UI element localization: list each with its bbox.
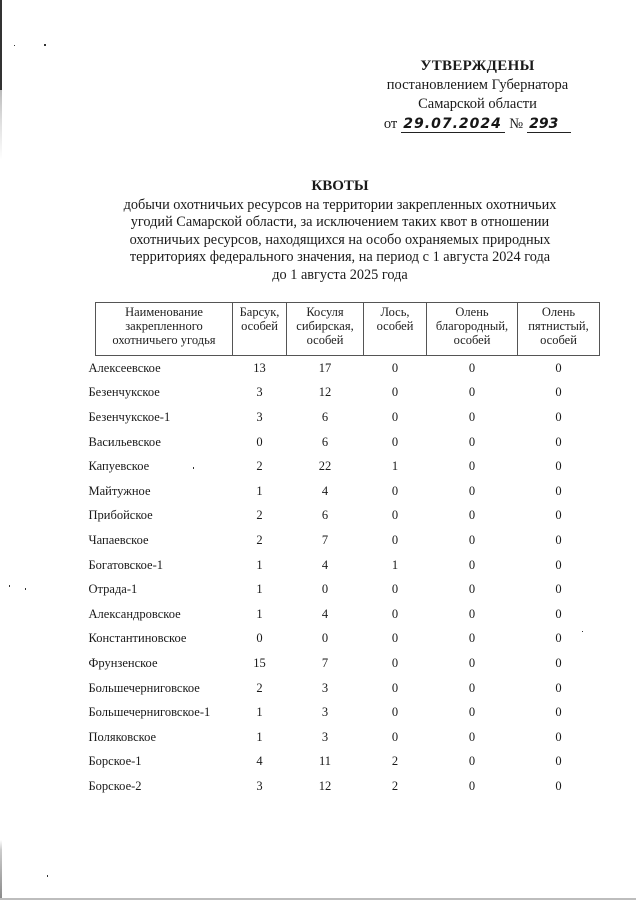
cell-hunting-ground [88, 479, 233, 504]
cell-hunting-ground [88, 528, 233, 553]
cell-roe-deer: 17 [318, 360, 332, 375]
header-roe-deer: Косуля сибирская, особей [287, 303, 364, 356]
scan-speck [25, 588, 26, 590]
cell-hunting-ground [88, 454, 233, 479]
cell-hunting-ground [88, 651, 233, 676]
hunting-ground-name: Поляковское [88, 729, 157, 744]
cell-hunting-ground [88, 356, 233, 381]
hunting-ground-name: Александровское [88, 606, 181, 621]
quota-table [88, 302, 600, 799]
hunting-ground-name: Борское-2 [88, 778, 142, 793]
cell-moose: 0 [391, 680, 399, 695]
cell-red-deer: 0 [468, 631, 476, 646]
hunting-ground-name: Майтужное [88, 483, 151, 498]
approval-line-1: постановлением Губернатора [386, 77, 569, 93]
cell-red-deer: 0 [468, 606, 476, 621]
cell-roe-deer: 11 [318, 754, 332, 769]
number-prefix: № [509, 116, 524, 132]
approval-line-2: Самарской области [418, 96, 537, 112]
header-red-deer: Олень благородный, особей [427, 303, 518, 356]
cell-red-deer: 0 [468, 680, 476, 695]
cell-badger: 1 [256, 582, 263, 597]
cell-badger: 3 [256, 385, 263, 400]
table-row [96, 528, 600, 553]
hunting-ground-name: Константиновское [88, 631, 187, 646]
cell-sika-deer: 0 [555, 532, 562, 547]
cell-moose: 0 [391, 532, 399, 547]
cell-red-deer: 0 [468, 557, 476, 572]
cell-hunting-ground [88, 627, 233, 652]
cell-hunting-ground [88, 774, 233, 799]
cell-badger: 1 [256, 705, 263, 720]
cell-hunting-ground [88, 700, 233, 725]
cell-moose: 0 [391, 631, 399, 646]
cell-badger: 2 [256, 532, 263, 547]
hunting-ground-name: Прибойское [88, 508, 153, 523]
cell-roe-deer: 4 [321, 483, 329, 498]
cell-badger: 15 [253, 655, 266, 670]
cell-roe-deer: 12 [318, 385, 332, 400]
scan-speck [582, 631, 583, 632]
cell-roe-deer: 6 [321, 508, 329, 523]
table-row [96, 381, 600, 406]
cell-badger: 2 [256, 680, 263, 695]
scan-speck [44, 44, 46, 46]
cell-sika-deer: 0 [555, 385, 562, 400]
cell-moose: 2 [391, 778, 399, 793]
cell-sika-deer: 0 [555, 680, 562, 695]
hunting-ground-name: Большечерниговское [88, 680, 200, 695]
table-row [96, 676, 600, 701]
cell-badger: 0 [256, 434, 263, 449]
hunting-ground-name: Алексеевское [88, 360, 161, 375]
hunting-ground-name: Борское-1 [88, 754, 142, 769]
cell-sika-deer: 0 [555, 459, 562, 474]
cell-roe-deer: 6 [321, 409, 329, 424]
scan-speck [193, 467, 194, 469]
cell-red-deer: 0 [468, 508, 476, 523]
cell-moose: 1 [391, 557, 399, 572]
cell-sika-deer: 0 [555, 582, 562, 597]
cell-roe-deer: 3 [321, 729, 329, 744]
approval-title: УТВЕРЖДЕНЫ [420, 58, 535, 74]
hunting-ground-name: Большечерниговское-1 [88, 705, 211, 720]
document-heading [100, 178, 580, 285]
subtitle-line-3: охотничьих ресурсов, находящихся на особо охраняемых природных [129, 231, 551, 248]
cell-hunting-ground [88, 553, 233, 578]
table-row [96, 602, 600, 627]
cell-red-deer: 0 [468, 459, 476, 474]
scan-speck [9, 585, 10, 587]
cell-moose: 0 [391, 582, 399, 597]
cell-red-deer: 0 [468, 483, 476, 498]
hunting-ground-name: Безенчукское-1 [88, 409, 171, 424]
cell-moose: 0 [391, 434, 399, 449]
cell-moose: 1 [391, 459, 399, 474]
subtitle-line-4: территориях федерального значения, на период с 1 августа 2024 года [129, 249, 551, 266]
cell-moose: 0 [391, 655, 399, 670]
cell-roe-deer: 7 [321, 655, 329, 670]
table-row [96, 430, 600, 455]
cell-roe-deer: 3 [321, 680, 329, 695]
hunting-ground-name: Фрунзенское [88, 655, 158, 670]
cell-roe-deer: 0 [321, 582, 329, 597]
cell-hunting-ground [88, 602, 233, 627]
hunting-ground-name: Отрада-1 [88, 582, 138, 597]
cell-badger: 2 [256, 508, 263, 523]
cell-red-deer: 0 [468, 582, 476, 597]
cell-hunting-ground [88, 676, 233, 701]
table-row [96, 627, 600, 652]
cell-red-deer: 0 [468, 778, 476, 793]
cell-sika-deer: 0 [555, 483, 562, 498]
cell-moose: 0 [391, 508, 399, 523]
cell-hunting-ground [88, 504, 233, 529]
header-moose: Лось, особей [364, 303, 427, 356]
scan-left-edge [0, 0, 2, 900]
cell-hunting-ground [88, 405, 233, 430]
subtitle-line-5: до 1 августа 2025 года [272, 266, 408, 283]
cell-hunting-ground [88, 430, 233, 455]
cell-moose: 0 [391, 729, 399, 744]
cell-badger: 4 [256, 754, 263, 769]
cell-badger: 1 [256, 557, 263, 572]
cell-red-deer: 0 [468, 729, 476, 744]
hunting-ground-name: Богатовское-1 [88, 557, 164, 572]
cell-moose: 2 [391, 754, 399, 769]
table-row [96, 553, 600, 578]
cell-red-deer: 0 [468, 705, 476, 720]
subtitle-line-2: угодий Самарской области, за исключением таких квот в отношении [130, 214, 550, 231]
cell-badger: 3 [256, 409, 263, 424]
cell-moose: 0 [391, 409, 399, 424]
cell-sika-deer: 0 [555, 409, 562, 424]
cell-moose: 0 [391, 483, 399, 498]
hunting-ground-name: Васильевское [88, 434, 161, 449]
cell-badger: 1 [256, 729, 263, 744]
cell-badger: 2 [256, 459, 263, 474]
cell-moose: 0 [391, 606, 399, 621]
header-row [96, 303, 600, 356]
cell-hunting-ground [88, 725, 233, 750]
hunting-ground-name: Безенчукское [88, 385, 160, 400]
table-row [96, 700, 600, 725]
cell-roe-deer: 3 [321, 705, 329, 720]
handwritten-number: 293 [527, 116, 571, 133]
cell-sika-deer: 0 [555, 729, 562, 744]
quota-table-header [96, 303, 600, 356]
cell-hunting-ground [88, 381, 233, 406]
cell-badger: 3 [256, 778, 263, 793]
cell-badger: 0 [256, 631, 263, 646]
cell-red-deer: 0 [468, 409, 476, 424]
cell-sika-deer: 0 [555, 631, 562, 646]
cell-badger: 1 [256, 483, 263, 498]
cell-moose: 0 [391, 385, 399, 400]
cell-roe-deer: 7 [321, 532, 329, 547]
cell-sika-deer: 0 [555, 778, 562, 793]
cell-red-deer: 0 [468, 434, 476, 449]
cell-hunting-ground [88, 750, 233, 775]
cell-roe-deer: 6 [321, 434, 329, 449]
cell-moose: 0 [391, 705, 399, 720]
table-row [96, 774, 600, 799]
header-hunting-ground: Наименование закрепленного охотничьего угодья [96, 303, 233, 356]
approval-stamp [370, 57, 585, 134]
subtitle-line-1: добычи охотничьих ресурсов на территории закрепленных охотничьих [123, 196, 557, 213]
table-row [96, 651, 600, 676]
cell-sika-deer: 0 [555, 655, 562, 670]
handwritten-date: 29.07.2024 [401, 116, 505, 133]
table-row [96, 750, 600, 775]
date-prefix: от [383, 116, 398, 132]
cell-sika-deer: 0 [555, 557, 562, 572]
table-row [96, 577, 600, 602]
cell-sika-deer: 0 [555, 360, 562, 375]
cell-roe-deer: 4 [321, 557, 329, 572]
cell-roe-deer: 0 [321, 631, 329, 646]
table-row [96, 504, 600, 529]
cell-sika-deer: 0 [555, 508, 562, 523]
scan-speck [47, 875, 48, 877]
approval-date-line [370, 115, 585, 134]
cell-red-deer: 0 [468, 385, 476, 400]
cell-sika-deer: 0 [555, 606, 562, 621]
table-row [96, 356, 600, 381]
hunting-ground-name: Чапаевское [88, 532, 149, 547]
header-badger: Барсук, особей [233, 303, 287, 356]
cell-red-deer: 0 [468, 754, 476, 769]
scan-speck [14, 45, 15, 46]
cell-red-deer: 0 [468, 655, 476, 670]
cell-moose: 0 [391, 360, 399, 375]
table-row [96, 405, 600, 430]
cell-hunting-ground [88, 577, 233, 602]
quota-table-body [88, 356, 600, 799]
header-sika-deer: Олень пятнистый, особей [518, 303, 600, 356]
cell-badger: 1 [256, 606, 263, 621]
cell-roe-deer: 22 [318, 459, 332, 474]
cell-badger: 13 [253, 360, 266, 375]
cell-sika-deer: 0 [555, 434, 562, 449]
cell-sika-deer: 0 [555, 705, 562, 720]
cell-roe-deer: 4 [321, 606, 329, 621]
table-row [96, 479, 600, 504]
hunting-ground-name: Капуевское [88, 459, 150, 474]
cell-sika-deer: 0 [555, 754, 562, 769]
document-title: КВОТЫ [311, 178, 369, 194]
table-row [96, 725, 600, 750]
cell-roe-deer: 12 [318, 778, 332, 793]
cell-red-deer: 0 [468, 360, 476, 375]
table-row [96, 454, 600, 479]
cell-red-deer: 0 [468, 532, 476, 547]
